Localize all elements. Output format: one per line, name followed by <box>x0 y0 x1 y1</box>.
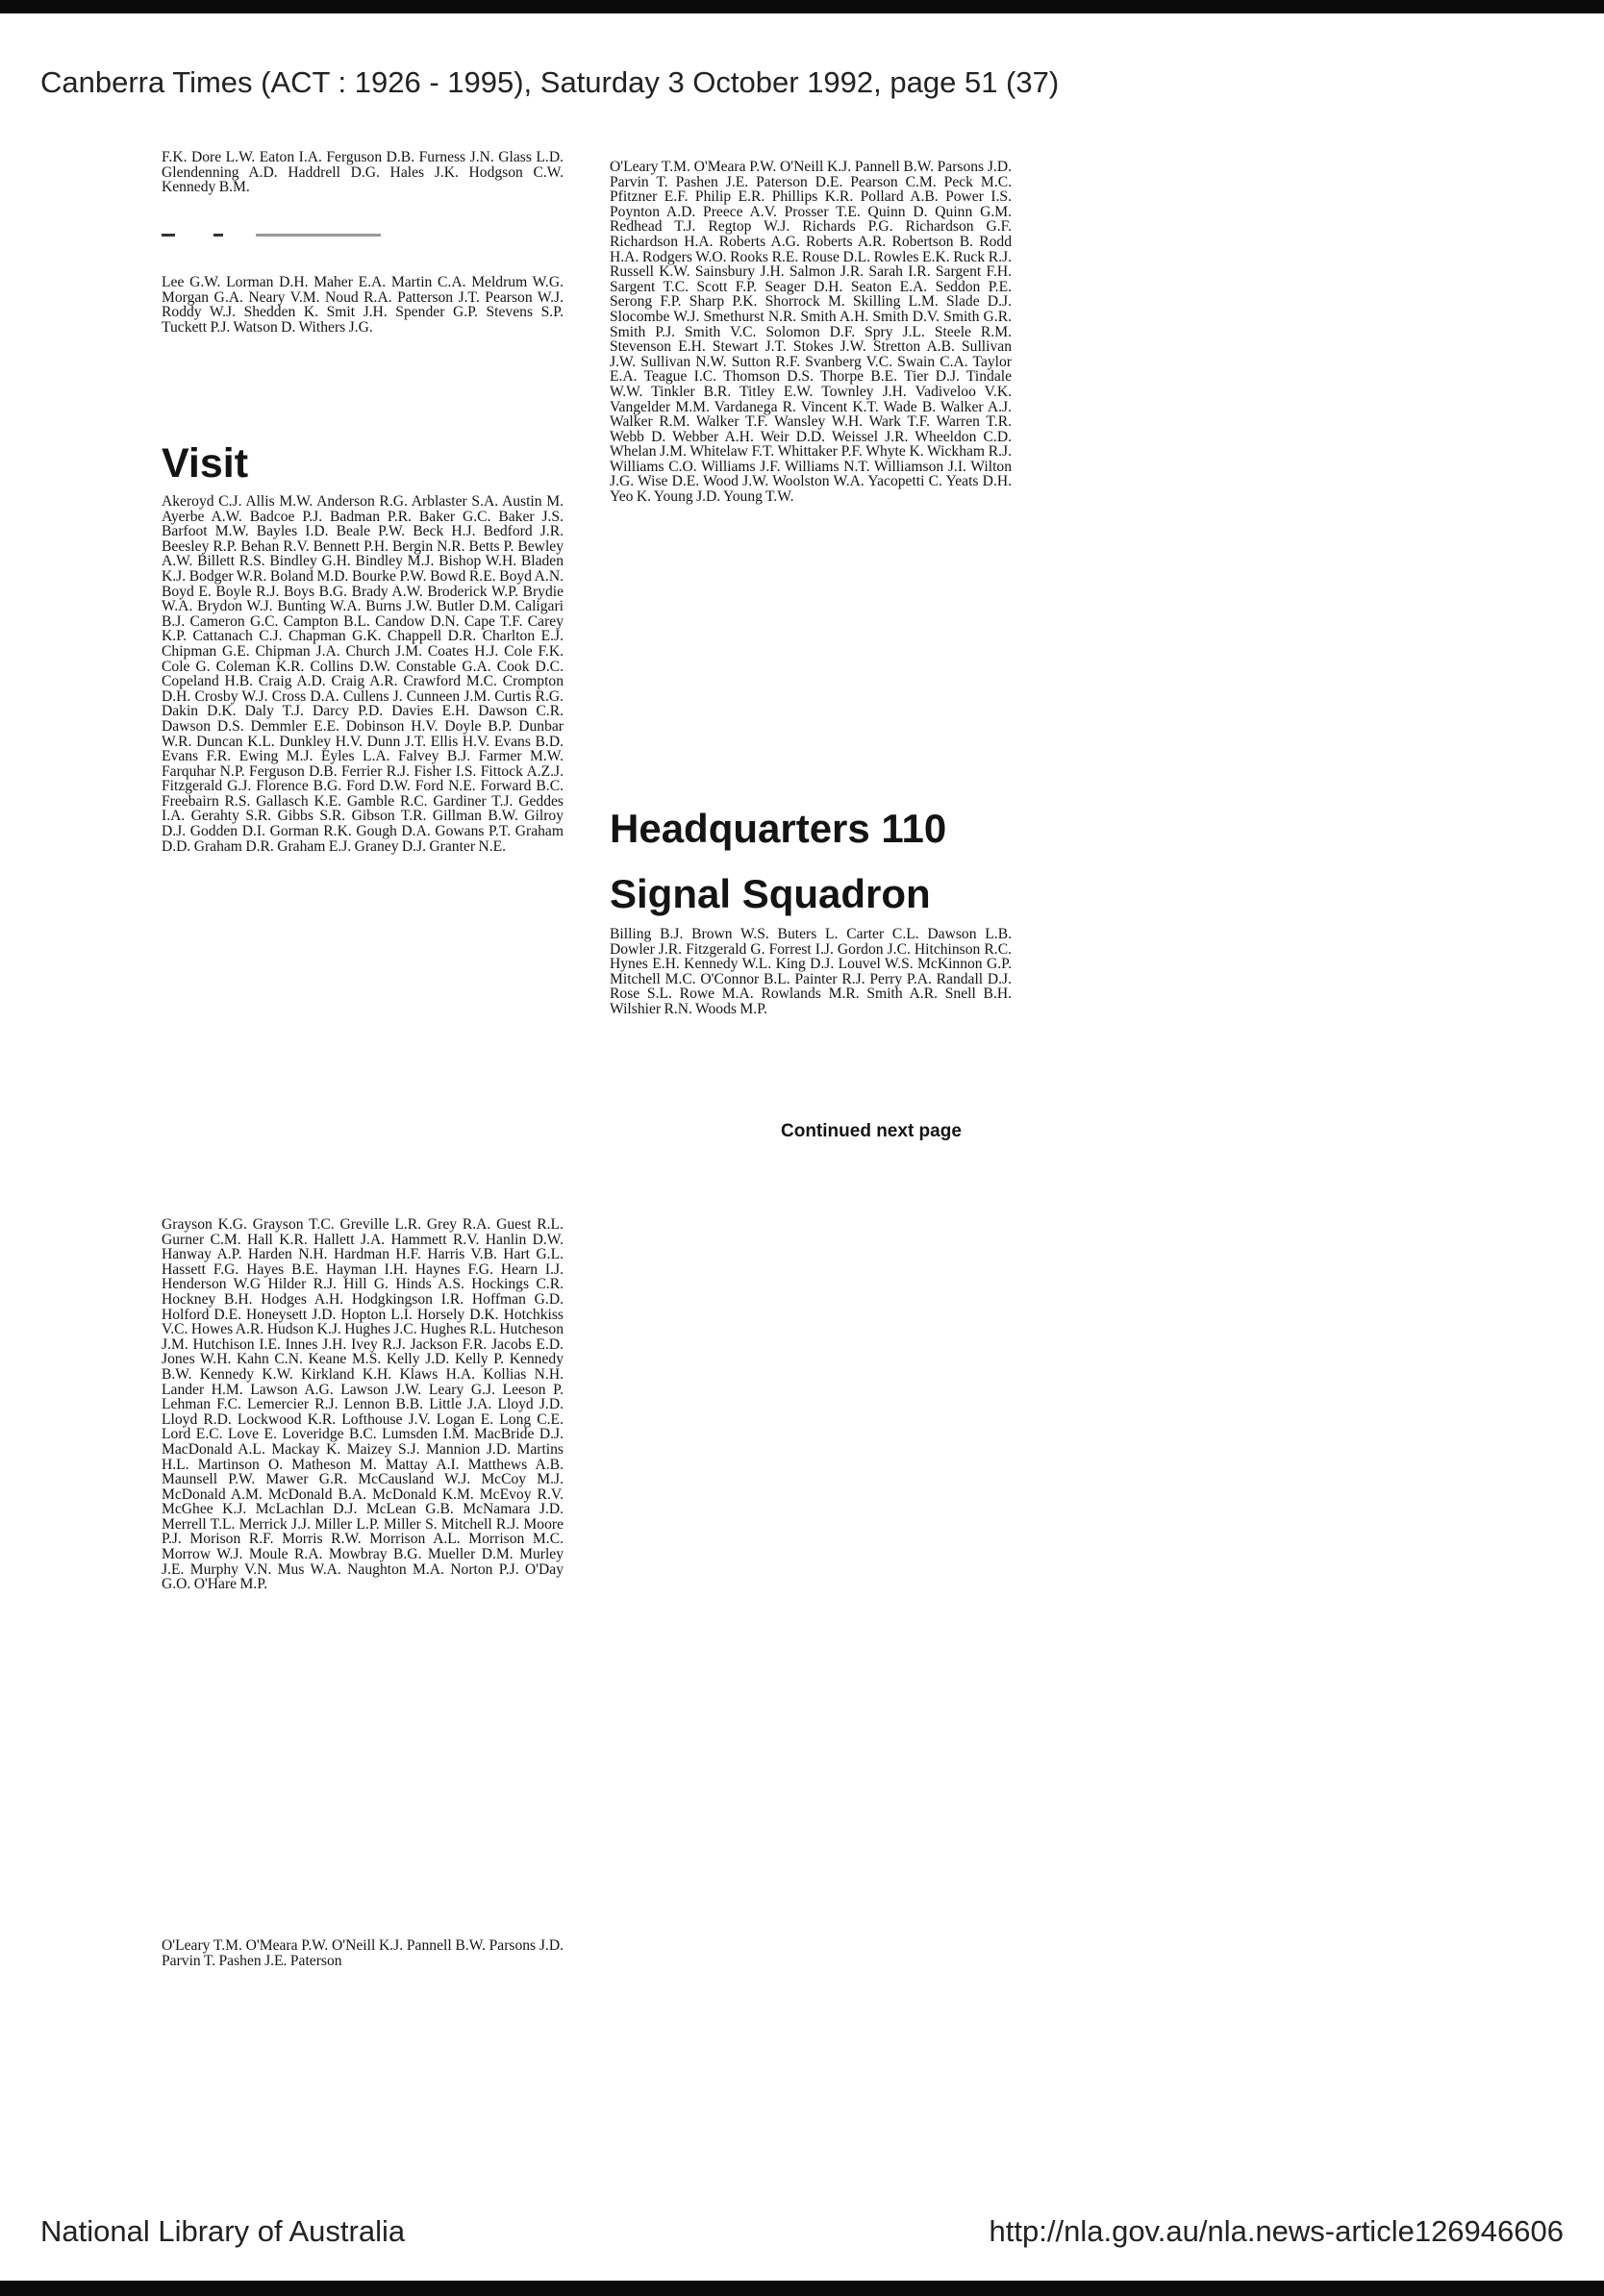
names-block-right: O'Leary T.M. O'Meara P.W. O'Neill K.J. Pannell B.W. Parsons J.D. Parvin T. Pashen J.E. Paterson D.E. Pearson C.M. Peck M.C. Pfitzner E.F. Philip E.R. Phillips K.R. Pollard A.B. Power I.S. Poynton A.D. Preece A.V. Prosser T.E. Quinn D. Quinn G.M. Redhead T.J. Regtop W.J. Richards P.G. Richardson G.F. Richardson H.A. Roberts A.G. Roberts A.R. Robertson B. Rodd H.A. Rodgers W.O. Rooks R.E. Rouse D.L. Rowles E.K. Ruck R.J. Russell K.W. Sainsbury J.H. Salmon J.R. Sarah I.R. Sargent F.H. Sargent T.C. Scott F.P. Seager D.H. Seaton E.A. Seddon P.E. Serong F.P. Sharp P.K. Shorrock M. Skilling L.M. Slade D.J. Slocombe W.J. Smethurst N.R. Smith A.H. Smith D.V. Smith G.R. Smith P.J. Smith V.C. Solomon D.F. Spry J.L. Steele R.M. Stevenson E.H. Stewart J.T. Stokes J.W. Stretton A.B. Sullivan J.W. Sullivan N.W. Sutton R.F. Svanberg V.C. Swain C.A. Taylor E.A. Teague I.C. Thomson D.S. Thorpe B.E. Tier D.J. Tindale W.W. Tinkler B.R. Titley E.W. Townley J.H. Vadiveloo V.K. Vangelder M.M. Vardanega R. Vincent K.T. Wade B. Walker A.J. Walker R.M. Walker T.F. Wansley W.H. Wark T.F. Warren T.R. Webb D. Webber A.H. Weir D.D. Weissel J.R. Wheeldon C.D. Whelan J.M. Whitelaw F.T. Whittaker P.F. Whyte K. Wickham R.J. Williams C.O. Williams J.F. Williams N.T. Williamson J.I. Wilton J.G. Wise D.E. Wood J.W. Woolston W.A. Yacopetti C. Yeats D.H. Yeo K. Young J.D. Young T.W. <box>610 160 1012 506</box>
page-citation: Canberra Times (ACT : 1926 - 1995), Saturday 3 October 1992, page 51 (37) <box>40 65 1060 99</box>
names-block-hq: Billing B.J. Brown W.S. Buters L. Carter C.L. Dawson L.B. Dowler J.R. Fitzgerald G. Forrest I.J. Gordon J.C. Hitchinson R.C. Hynes E.H. Kennedy W.L. King D.J. Louvel W.S. McKinnon G.P. Mitchell M.C. O'Connor B.L. Painter R.J. Perry P.A. Randall D.J. Rose S.L. Rowe M.A. Rowlands M.R. Smith A.R. Snell B.H. Wilshier R.N. Woods M.P. <box>610 927 1012 1017</box>
names-block-visit: Akeroyd C.J. Allis M.W. Anderson R.G. Arblaster S.A. Austin M. Ayerbe A.W. Badcoe P.J. Badman P.R. Baker G.C. Baker J.S. Barfoot M.W. Bayles I.D. Beale P.W. Beck H.J. Bedford J.R. Beesley R.P. Behan R.V. Bennett P.H. Bergin N.R. Betts P. Bewley A.W. Billett R.S. Bindley G.H. Bindley M.J. Bishop W.H. Bladen K.J. Bodger W.R. Boland M.D. Bourke P.W. Bowd R.E. Boyd A.N. Boyd E. Boyle R.J. Boys B.G. Brady A.W. Broderick W.P. Brydie W.A. Brydon W.J. Bunting W.A. Burns J.W. Butler D.M. Caligari B.J. Cameron G.C. Campton B.L. Candow D.N. Cape T.F. Carey K.P. Cattanach C.J. Chapman G.K. Chappell D.R. Charlton E.J. Chipman G.E. Chipman J.A. Church J.M. Coates H.J. Cole F.K. Cole G. Coleman K.R. Collins D.W. Constable G.A. Cook D.C. Copeland H.B. Craig A.D. Craig A.R. Crawford M.C. Crompton D.H. Crosby W.J. Cross D.A. Cullens J. Cunneen J.M. Curtis R.G. Dakin D.K. Daly T.J. Darcy P.D. Davies E.H. Dawson C.R. Dawson D.S. Demmler E.E. Dobinson H.V. Doyle B.P. Dunbar W.R. Duncan K.L. Dunkley H.V. Dunn J.T. Ellis H.V. Evans B.D. Evans F.R. Ewing M.J. Eyles L.A. Falvey B.J. Farmer M.W. Farquhar N.P. Ferguson D.B. Ferrier R.J. Fisher I.S. Fittock A.Z.J. Fitzgerald G.J. Florence B.G. Ford D.W. Ford N.E. Forward B.C. Freebairn R.S. Gallasch K.E. Gamble R.C. Gardiner T.J. Geddes I.A. Gerahty S.R. Gibbs S.R. Gibson T.R. Gillman B.W. Gilroy D.J. Godden D.I. Gorman R.K. Gough D.A. Gowans P.T. Graham D.D. Graham D.R. Graham E.J. Graney D.J. Granter N.E. <box>162 494 564 855</box>
names-block-lower: Grayson K.G. Grayson T.C. Greville L.R. Grey R.A. Guest R.L. Gurner C.M. Hall K.R. Hallett J.A. Hammett R.V. Hanlin D.W. Hanway A.P. Harden N.H. Hardman H.F. Harris V.B. Hart G.L. Hassett F.G. Hayes B.E. Hayman I.H. Haynes F.G. Hearn I.J. Henderson W.G Hilder R.J. Hill G. Hinds A.S. Hockings C.R. Hockney B.H. Hodges A.H. Hodgkingson I.R. Hoffman G.D. Holford D.E. Honeysett J.D. Hopton L.I. Horsely D.K. Hotchkiss V.C. Howes A.R. Hudson K.J. Hughes J.C. Hughes R.L. Hutcheson J.M. Hutchison I.E. Innes J.H. Ivey R.J. Jackson F.R. Jacobs E.D. Jones W.H. Kahn C.N. Keane M.S. Kelly J.D. Kelly P. Kennedy B.W. Kennedy K.W. Kirkland K.H. Klaws H.A. Kollias N.H. Lander H.M. Lawson A.G. Lawson J.W. Leary G.J. Leeson P. Lehman F.C. Lemercier R.J. Lennon B.B. Little J.A. Lloyd J.D. Lloyd R.D. Lockwood K.R. Lofthouse J.V. Logan E. Long C.E. Lord E.C. Love E. Loveridge B.C. Lumsden I.M. MacBride D.J. MacDonald A.L. Mackay K. Maizey S.J. Mannion J.D. Martins H.L. Martinson O. Matheson M. Mattay A.I. Matthews A.B. Maunsell P.W. Mawer G.R. McCausland W.J. McCoy M.J. McDonald A.M. McDonald B.A. McDonald K.M. McEvoy R.V. McGhee K.J. McLachlan D.J. McLean G.B. McNamara J.D. Merrell T.L. Merrick J.J. Miller L.P. Miller S. Mitchell R.J. Moore P.J. Morison R.F. Morris R.W. Morrison A.L. Morrison M.C. Morrow W.J. Moule R.A. Mowbray B.G. Mueller D.M. Murley J.E. Murphy V.N. Mus W.A. Naughton M.A. Norton P.J. O'Day G.O. O'Hare M.P. <box>162 1217 564 1593</box>
names-block-top-partial: F.K. Dore L.W. Eaton I.A. Ferguson D.B. Furness J.N. Glass L.D. Glendenning A.D. Haddrell D.G. Hales J.K. Hodgson C.W. Kennedy B.M. <box>162 150 564 196</box>
separator <box>162 234 565 243</box>
names-block-bottom-partial: O'Leary T.M. O'Meara P.W. O'Neill K.J. Pannell B.W. Parsons J.D. Parvin T. Pashen J.E. Paterson <box>162 1938 564 1967</box>
names-block-upper: Lee G.W. Lorman D.H. Maher E.A. Martin C.A. Meldrum W.G. Morgan G.A. Neary V.M. Noud R.A. Patterson J.T. Pearson W.J. Roddy W.J. Shedden K. Smit J.H. Spender G.P. Stevens S.P. Tuckett P.J. Watson D. Withers J.G. <box>162 275 564 336</box>
section-heading-hq: Headquarters 110 Signal Squadron <box>610 806 947 916</box>
bottom-border <box>0 2281 1604 2296</box>
top-border <box>0 0 1604 13</box>
article-url[interactable]: http://nla.gov.au/nla.news-article126946606 <box>989 2214 1564 2248</box>
continued-note: Continued next page <box>781 1121 962 1141</box>
publisher-name: National Library of Australia <box>40 2214 406 2248</box>
section-heading-visit: Visit <box>162 440 249 487</box>
